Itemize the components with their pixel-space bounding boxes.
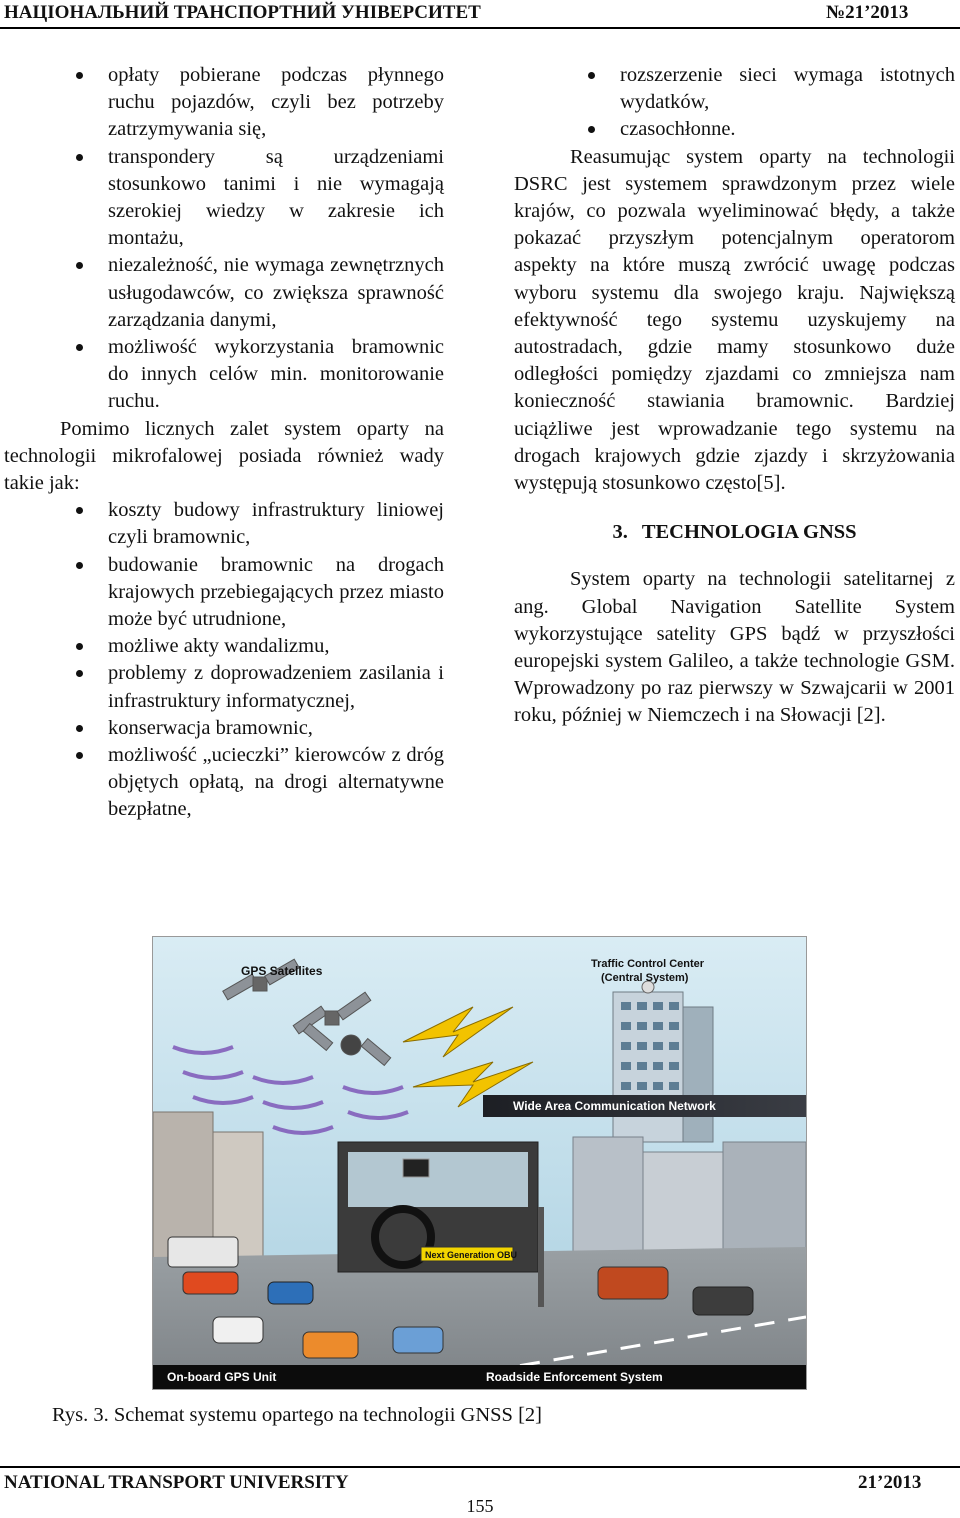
bullet-icon bbox=[588, 72, 595, 79]
right-column bbox=[514, 62, 955, 730]
section-number: 3. bbox=[612, 521, 628, 544]
gnss-system-figure bbox=[152, 936, 807, 1390]
list-item: transpondery są urządzeniami stosunkowo tanimi i nie wymagają szerokiej wiedzy w zakresie ich montażu, bbox=[4, 144, 444, 253]
roadside-pole bbox=[538, 1207, 544, 1307]
header-rule bbox=[0, 27, 960, 29]
list-item: koszty budowy infrastruktury liniowej czyli bramownic, bbox=[4, 497, 444, 551]
onboard-label: On-board GPS Unit bbox=[167, 1370, 277, 1384]
gnss-illustration bbox=[153, 937, 806, 1389]
list-item: możliwość wykorzystania bramownic do innych celów min. monitorowanie ruchu. bbox=[4, 334, 444, 416]
bullet-icon bbox=[76, 725, 83, 732]
list-item: konserwacja bramownic, bbox=[4, 715, 444, 742]
gps-satellites-label: GPS Satellites bbox=[241, 964, 323, 978]
bullet-icon bbox=[76, 643, 83, 650]
bullet-icon bbox=[76, 752, 83, 759]
running-header bbox=[0, 0, 960, 27]
issue-number: 21’2013 bbox=[858, 1472, 922, 1493]
list-item: możliwość „ucieczki” kierowców z dróg objętych opłatą, na drogi alternatywne bezpłatne, bbox=[4, 742, 444, 824]
tcc-label-line1: Traffic Control Center bbox=[591, 958, 705, 970]
body-paragraph: Pomimo licznych zalet system oparty na technologii mikrofalowej posiada również wady takie jak: bbox=[4, 417, 444, 495]
body-paragraph: Reasumując system oparty na technologii DSRC jest systemem sprawdzonym przez wiele krajów, co pozwala wyeliminować błędy, a także pokazać przyszłym potencjalnym operatorom aspekty na które muszą zwrócić uwagę podczas wyboru systemu dla swojego kraju. Największą efektywność tego systemu uzyskujemy na autostradach, gdzie mamy stosunkowo duże odległości pomiędzy zjazdami co zmniejsza nam konieczność stawiania bramownic. Bardziej uciążliwe jest wprowadzanie tego systemu na drogach krajowych gdzie zjazdy i skrzyżowania występują stosunkowo często[5]. bbox=[514, 145, 955, 495]
list-item: problemy z doprowadzeniem zasilania i infrastruktury informatycznej, bbox=[4, 660, 444, 714]
bullet-icon bbox=[76, 670, 83, 677]
obu-label: Next Generation OBU bbox=[425, 1250, 518, 1260]
costs-list bbox=[514, 62, 955, 144]
section-heading bbox=[514, 519, 955, 546]
bullet-icon bbox=[76, 562, 83, 569]
network-label: Wide Area Communication Network bbox=[513, 1099, 716, 1113]
bullet-icon bbox=[76, 507, 83, 514]
bullet-icon bbox=[76, 262, 83, 269]
figure-caption: Rys. 3. Schemat systemu opartego na technologii GNSS [2] bbox=[52, 1404, 542, 1426]
bullet-icon bbox=[76, 344, 83, 351]
university-name: NATIONAL TRANSPORT UNIVERSITY bbox=[4, 1472, 349, 1493]
roadside-label: Roadside Enforcement System bbox=[486, 1370, 663, 1384]
disadvantages-list bbox=[4, 497, 444, 823]
issue-number: №21’2013 bbox=[826, 2, 909, 23]
bullet-icon bbox=[76, 154, 83, 161]
body-paragraph: System oparty na technologii satelitarnej z ang. Global Navigation Satellite System wykorzystujące satelity GPS bądź w przyszłości europejski system Galileo, a także technologie GSM. Wprowadzony po raz pierwszy w Szwajcarii w 2001 roku, później w Niemczech i na Słowacji [2]. bbox=[514, 568, 955, 727]
list-item: czasochłonne. bbox=[514, 116, 955, 143]
list-item: niezależność, nie wymaga zewnętrznych usługodawców, co zwiększa sprawność zarządzania danymi, bbox=[4, 252, 444, 334]
bullet-icon bbox=[588, 126, 595, 133]
advantages-list bbox=[4, 62, 444, 416]
running-footer bbox=[0, 1470, 960, 1494]
left-column bbox=[4, 62, 444, 824]
list-item: budowanie bramownic na drogach krajowych przebiegających przez miasto może być utrudnione, bbox=[4, 552, 444, 634]
list-item: możliwe akty wandalizmu, bbox=[4, 633, 444, 660]
page-number: 155 bbox=[466, 1496, 494, 1516]
footer-rule bbox=[0, 1466, 960, 1468]
journal-name: НАЦІОНАЛЬНИЙ ТРАНСПОРТНИЙ УНІВЕРСИТЕТ bbox=[4, 2, 481, 23]
bullet-icon bbox=[76, 72, 83, 79]
section-title: TECHNOLOGIA GNSS bbox=[641, 521, 857, 544]
tcc-label-line2: (Central System) bbox=[601, 972, 689, 984]
list-item: rozszerzenie sieci wymaga istotnych wydatków, bbox=[514, 62, 955, 116]
list-item: opłaty pobierane podczas płynnego ruchu pojazdów, czyli bez potrzeby zatrzymywania się, bbox=[4, 62, 444, 144]
